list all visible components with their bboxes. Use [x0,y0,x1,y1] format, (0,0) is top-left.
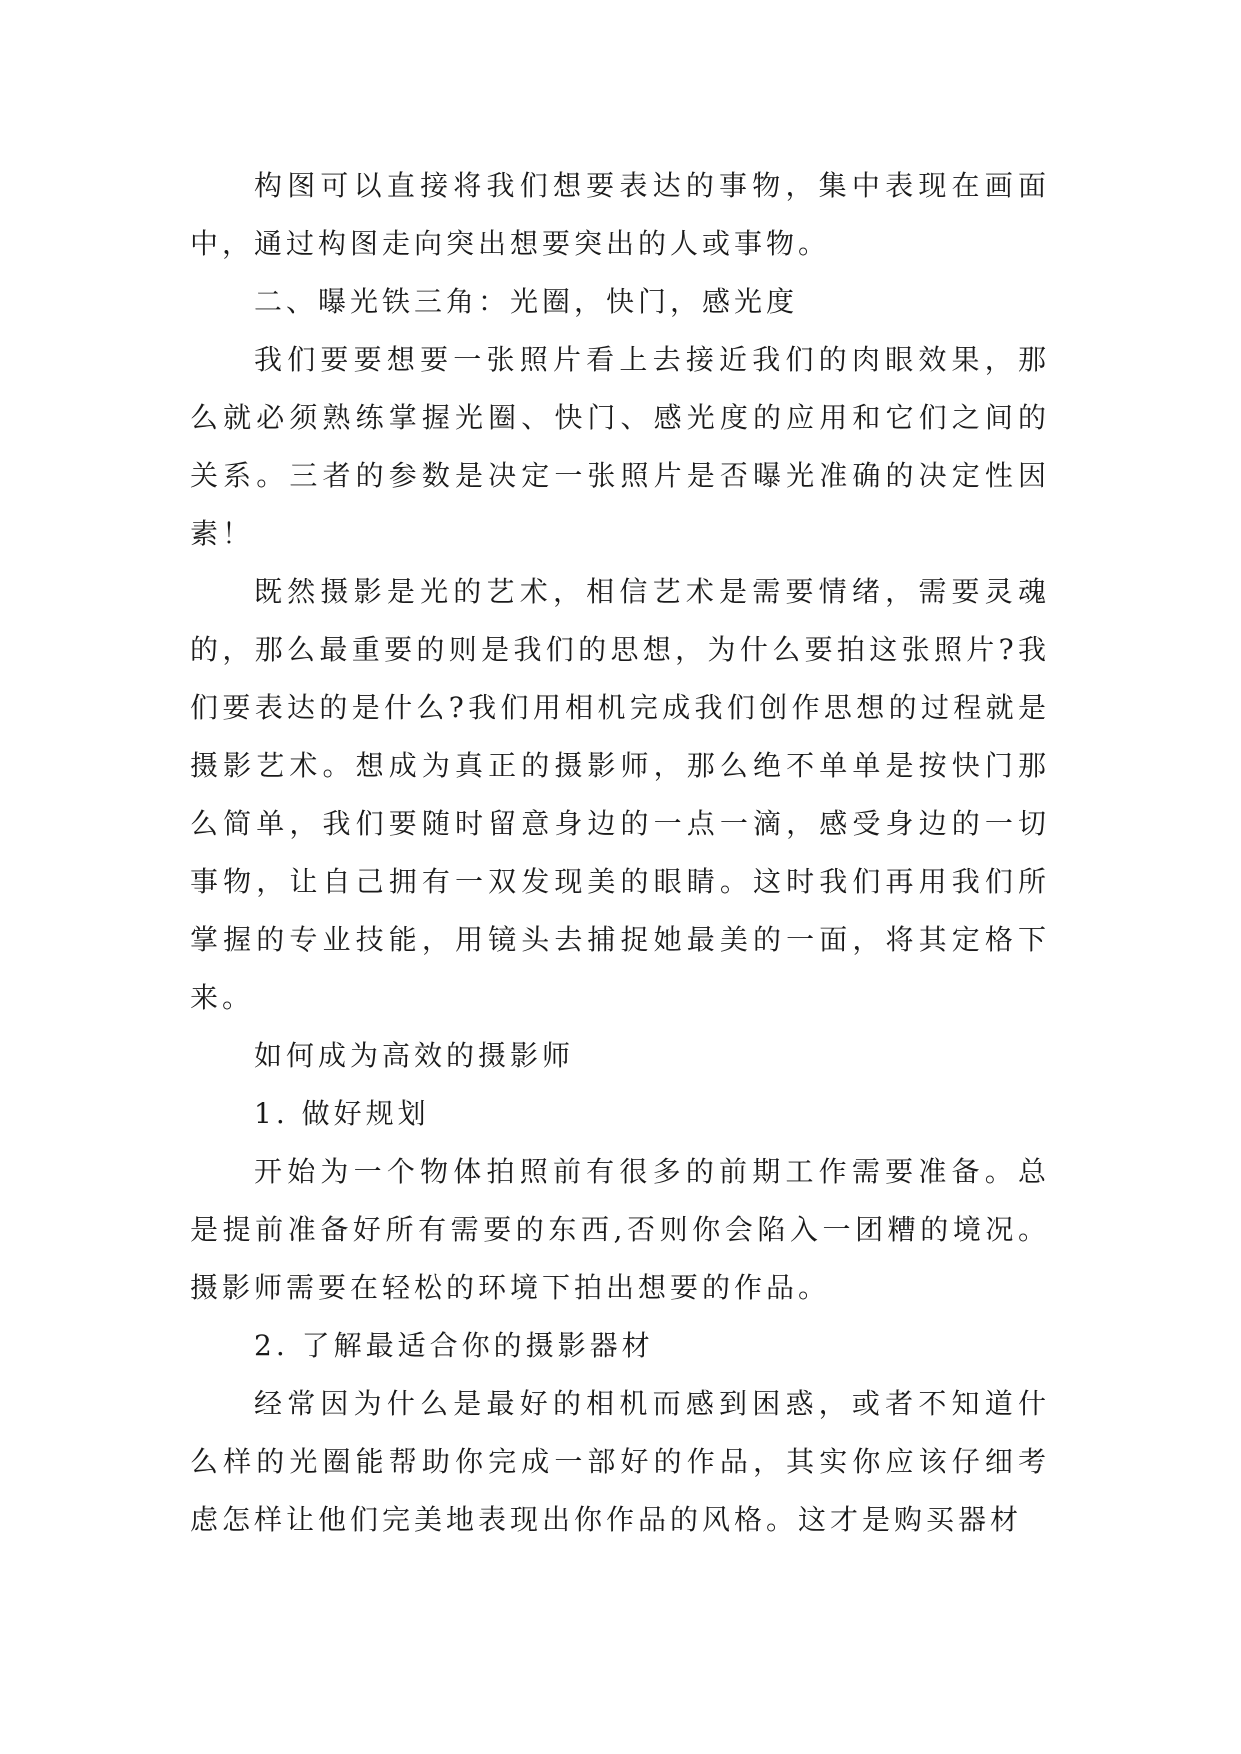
list-heading-planning: 1. 做好规划 [254,1097,430,1130]
paragraph-art-of-light: 既然摄影是光的艺术，相信艺术是需要情绪，需要灵魂的，那么最重要的则是我们的思想，为什么要拍这张照片?我们要表达的是什么?我们用相机完成我们创作思想的过程就是摄影艺术。想成为真正的摄影师，那么绝不单单是按快门那么简单，我们要随时留意身边的一点一滴，感受身边的一切事物，让自己拥有一双发现美的眼睛。这时我们再用我们所掌握的专业技能，用镜头去捕捉她最美的一面，将其定格下来。 [190,575,1050,1014]
document-body [190,157,1050,1549]
paragraph-exposure: 我们要要想要一张照片看上去接近我们的肉眼效果，那么就必须熟练掌握光圈、快门、感光度的应用和它们之间的关系。三者的参数是决定一张照片是否曝光准确的决定性因素！ [190,343,1050,550]
section-heading-exposure-triangle: 二、曝光铁三角：光圈，快门，感光度 [254,285,799,318]
paragraph-equipment: 经常因为什么是最好的相机而感到困惑，或者不知道什么样的光圈能帮助你完成一部好的作品，其实你应该仔细考虑怎样让他们完美地表现出你作品的风格。这才是购买器材 [190,1387,1050,1536]
paragraph-planning: 开始为一个物体拍照前有很多的前期工作需要准备。总是提前准备好所有需要的东西,否则你会陷入一团糟的境况。摄影师需要在轻松的环境下拍出想要的作品。 [190,1155,1050,1304]
section-heading-efficient-photographer: 如何成为高效的摄影师 [254,1039,575,1072]
paragraph-composition: 构图可以直接将我们想要表达的事物，集中表现在画面中，通过构图走向突出想要突出的人或事物。 [190,169,1050,260]
list-heading-equipment: 2. 了解最适合你的摄影器材 [254,1329,654,1362]
